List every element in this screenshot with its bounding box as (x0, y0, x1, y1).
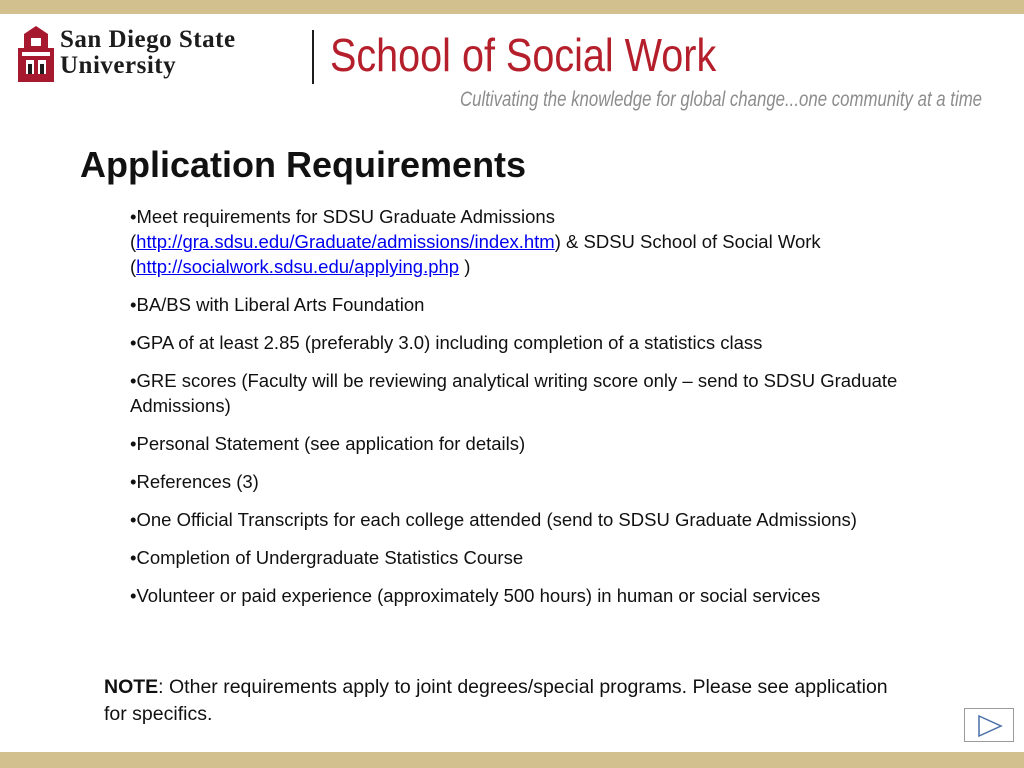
requirement-item: •Completion of Undergraduate Statistics Course (130, 547, 524, 568)
requirements-list (130, 204, 980, 621)
requirement-item: •GRE scores (Faculty will be reviewing analytical writing score only – send to SDSU Graduate Admissions) (130, 370, 898, 416)
applying-link[interactable]: http://socialwork.sdsu.edu/applying.php (136, 256, 460, 277)
university-line-2: University (60, 52, 177, 79)
requirement-item: •Volunteer or paid experience (approximately 500 hours) in human or social services (130, 585, 821, 606)
requirement-text: ) & SDSU School of Social Work ( (130, 231, 821, 277)
university-line-1: San Diego State (60, 26, 236, 53)
graduate-admissions-link[interactable]: http://gra.sdsu.edu/Graduate/admissions/index.htm (136, 231, 555, 252)
university-name (60, 27, 236, 79)
tagline: Cultivating the knowledge for global change...one community at a time (460, 88, 983, 111)
top-band (0, 0, 1024, 14)
requirement-text: •Meet requirements for SDSU Graduate Admissions ( (130, 206, 555, 252)
next-slide-button[interactable] (964, 708, 1014, 742)
bottom-band (0, 752, 1024, 768)
header-divider (312, 30, 314, 84)
sdsu-tower-logo-icon (18, 26, 54, 82)
note (104, 674, 894, 728)
requirement-item: •Personal Statement (see application for details) (130, 433, 526, 454)
requirement-item: •References (3) (130, 471, 259, 492)
school-name: School of Social Work (330, 29, 717, 81)
requirement-item: •BA/BS with Liberal Arts Foundation (130, 294, 425, 315)
requirement-item: •One Official Transcripts for each college attended (send to SDSU Graduate Admissions) (130, 509, 857, 530)
page-title: Application Requirements (80, 144, 527, 185)
note-label: NOTE (104, 676, 159, 698)
play-arrow-icon (977, 714, 1003, 738)
note-text: : Other requirements apply to joint degrees/special programs. Please see application for specifics. (104, 676, 888, 725)
requirement-item: •GPA of at least 2.85 (preferably 3.0) including completion of a statistics class (130, 332, 763, 353)
requirement-item (130, 204, 980, 279)
requirement-text: ) (459, 256, 471, 277)
